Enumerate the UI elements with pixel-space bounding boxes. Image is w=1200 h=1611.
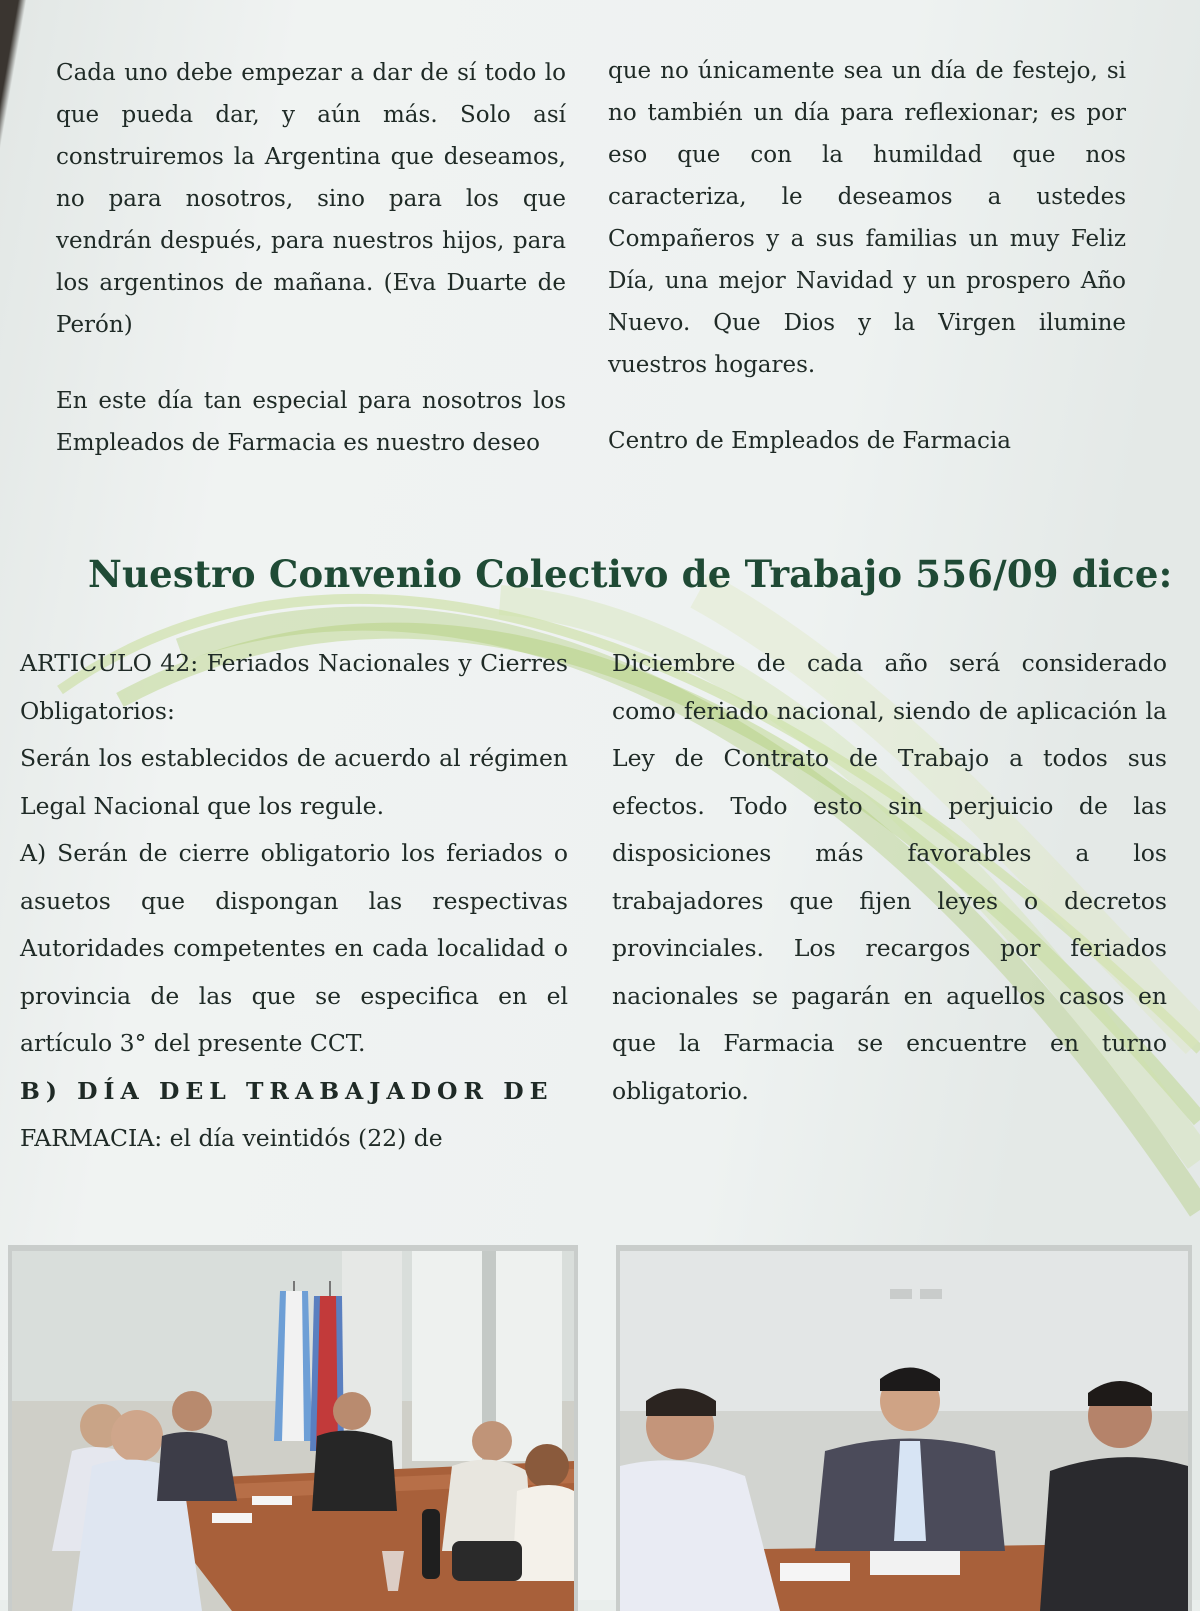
article-intro: Serán los establecidos de acuerdo al régimen Legal Nacional que los regule.: [20, 744, 568, 820]
top-right-column: [608, 50, 1126, 462]
article-point-a: A) Serán de cierre obligatorio los feriados o asuetos que dispongan las respectivas Autoridades competentes en cada localidad o provincia de las que se especifica en el artículo 3° del presente CCT.: [20, 839, 568, 1057]
greeting-message: que no únicamente sea un día de festejo, si no también un día para reflexionar; es por eso que con la humildad que nos caracteriza, le deseamos a ustedes Compañeros y a sus familias un muy Feliz Día, una mejor Navidad y un prospero Año Nuevo. Que Dios y la Virgen ilumine vuestros hogares.: [608, 58, 1126, 378]
greeting-intro: En este día tan especial para nosotros los Empleados de Farmacia es nuestro deseo: [56, 388, 566, 456]
article-point-b-label: B) DÍA DEL TRABAJADOR DE: [20, 1076, 554, 1105]
eva-peron-quote: Cada uno debe empezar a dar de sí todo lo que pueda dar, y aún más. Solo así construiremos la Argentina que deseamos, no para nosotros, sino para los que vendrán después, para nuestros hijos, para los argentinos de mañana. (Eva Duarte de Perón): [56, 60, 566, 338]
section-heading: Nuestro Convenio Colectivo de Trabajo 556/09 dice:: [88, 552, 1173, 596]
article-point-b-continued: Diciembre de cada año será considerado como feriado nacional, siendo de aplicación la Ley de Contrato de Trabajo a todos sus efectos. Todo esto sin perjuicio de las disposiciones más favorables a los trabajadores que fijen leyes o decretos provinciales. Los recargos por feriados nacionales se pagarán en aquellos casos en que la Farmacia se encuentre en turno obligatorio.: [612, 649, 1167, 1105]
article-left-column: [20, 640, 568, 1163]
article-point-b-start: FARMACIA: el día veintidós (22) de: [20, 1124, 443, 1152]
article-title: ARTICULO 42: Feriados Nacionales y Cierres Obligatorios:: [20, 649, 568, 725]
top-left-column: [56, 52, 566, 464]
meeting-photo-left: [8, 1245, 578, 1611]
signature: Centro de Empleados de Farmacia: [608, 428, 1011, 454]
meeting-photo-right: [616, 1245, 1192, 1611]
article-right-column: [612, 640, 1167, 1115]
